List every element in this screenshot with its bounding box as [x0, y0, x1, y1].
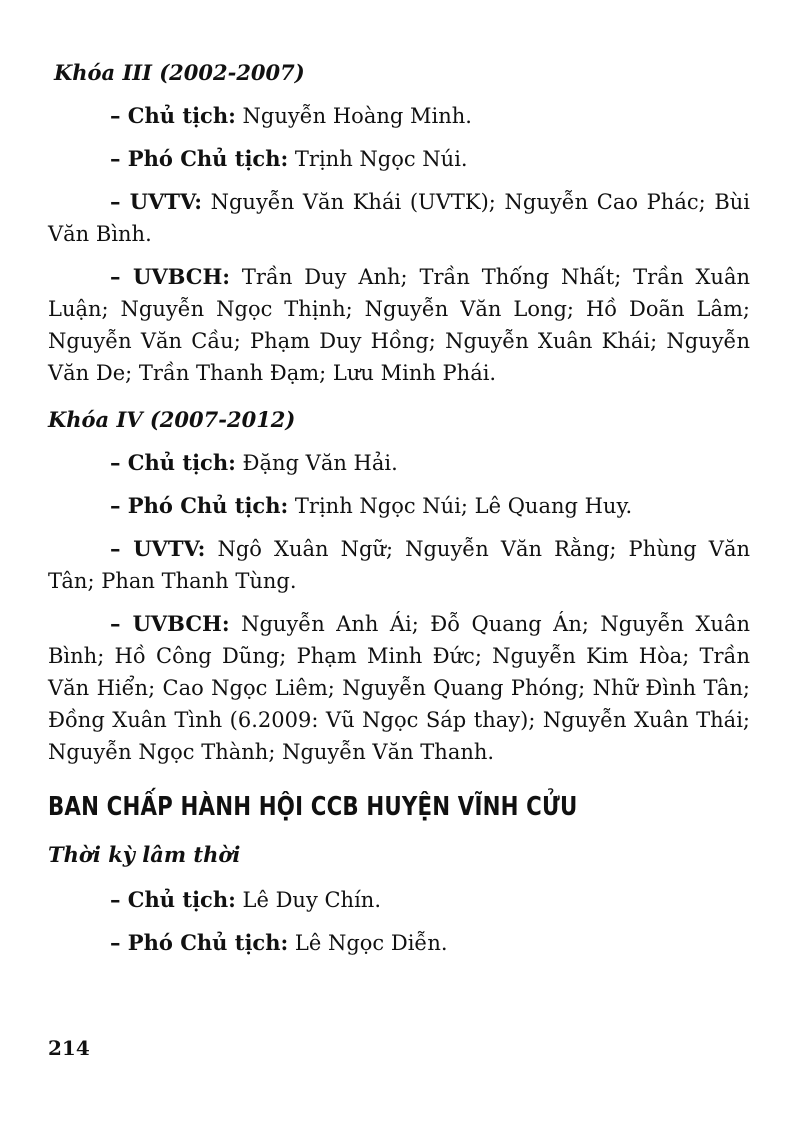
term-3-title: Khóa III (2002-2007) — [54, 60, 305, 85]
term-4-chairman — [48, 447, 750, 479]
entry-text: Trần Duy Anh; Trần Thống Nhất; Trần Xuân Luận; Nguyễn Ngọc Thịnh; Nguyễn Văn Long; Hồ Doãn Lâm; Nguyễn Văn Cầu; Phạm Duy Hồng; Nguyễn Xuân Khái; Nguyễn Văn De; Trần Thanh Đạm; Lưu Minh Phái. — [48, 265, 750, 385]
term-3-standing-committee — [48, 186, 750, 250]
interim-chairman — [48, 884, 750, 916]
entry-text: Nguyễn Anh Ái; Đỗ Quang Án; Nguyễn Xuân Bình; Hồ Công Dũng; Phạm Minh Đức; Nguyễn Kim Hòa; Trần Văn Hiển; Cao Ngọc Liêm; Nguyễn Quang Phóng; Nhữ Đình Tân; Đồng Xuân Tình (6.2009: Vũ Ngọc Sáp thay); Nguyễn Xuân Thái; Nguyễn Ngọc Thành; Nguyễn Văn Thanh. — [48, 612, 750, 764]
entry-label: – Chủ tịch: — [110, 450, 236, 475]
term-4-title: Khóa IV (2007-2012) — [48, 407, 296, 432]
entry-label: – UVTV: — [110, 536, 206, 561]
entry-text: Trịnh Ngọc Núi. — [288, 147, 468, 171]
entry-label: – Phó Chủ tịch: — [110, 930, 289, 955]
entry-label: – Phó Chủ tịch: — [110, 493, 289, 518]
entry-text: Lê Ngọc Diễn. — [288, 931, 448, 955]
term-4-vice-chairman — [48, 490, 750, 522]
entry-label: – Phó Chủ tịch: — [110, 146, 289, 171]
term-4-executive-committee — [48, 608, 750, 768]
entry-label: – UVTV: — [110, 189, 202, 214]
entry-text: Nguyễn Văn Khái (UVTK); Nguyễn Cao Phác; Bùi Văn Bình. — [48, 190, 750, 246]
term-3-executive-committee — [48, 261, 750, 389]
interim-period-title: Thời kỳ lâm thời — [48, 842, 241, 867]
entry-label: – Chủ tịch: — [110, 887, 236, 912]
entry-text: Đặng Văn Hải. — [235, 451, 398, 475]
page-number: 214 — [48, 1036, 90, 1060]
entry-text: Trịnh Ngọc Núi; Lê Quang Huy. — [288, 494, 633, 518]
term-3-vice-chairman — [48, 143, 750, 175]
entry-label: – UVBCH: — [110, 264, 231, 289]
entry-label: – UVBCH: — [110, 611, 230, 636]
vinh-cuu-heading: BAN CHẤP HÀNH HỘI CCB HUYỆN VĨNH CỬU — [48, 792, 578, 822]
page-content — [48, 58, 750, 970]
entry-text: Lê Duy Chín. — [235, 888, 381, 912]
term-4-standing-committee — [48, 533, 750, 597]
entry-text: Nguyễn Hoàng Minh. — [235, 104, 472, 128]
entry-text: Ngô Xuân Ngữ; Nguyễn Văn Rằng; Phùng Văn Tân; Phan Thanh Tùng. — [48, 537, 750, 593]
interim-vice-chairman — [48, 927, 750, 959]
term-3-chairman — [48, 100, 750, 132]
entry-label: – Chủ tịch: — [110, 103, 236, 128]
